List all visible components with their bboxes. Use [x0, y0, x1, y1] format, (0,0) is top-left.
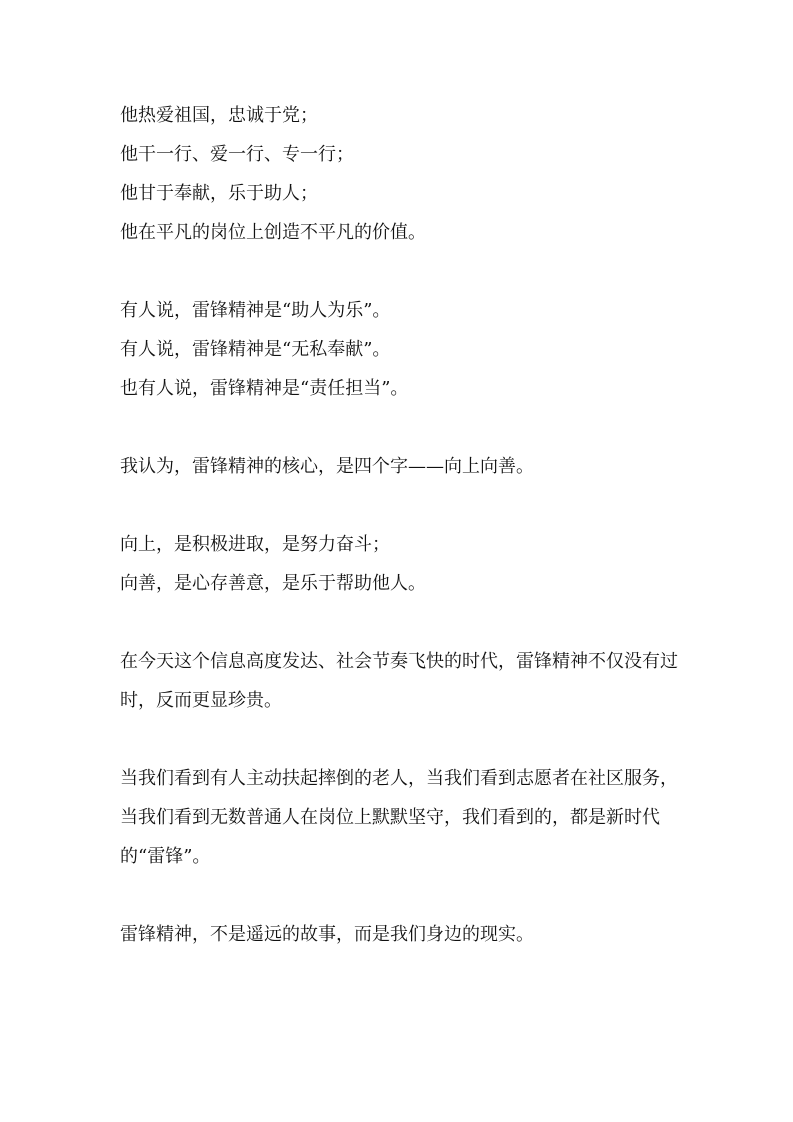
text-line: 他干一行、爱一行、专一行； [120, 144, 354, 165]
paragraph-modern-era [120, 642, 683, 720]
stanza-definitions [120, 291, 683, 408]
stanza-upward-kindness [120, 525, 683, 603]
stanza-core [120, 447, 683, 486]
text-line: 向上，是积极进取，是努力奋斗； [120, 534, 390, 555]
text-line: 向善，是心存善意，是乐于帮助他人。 [120, 573, 426, 594]
text-line: 有人说，雷锋精神是“助人为乐”。 [120, 300, 391, 321]
paragraph-examples [120, 759, 683, 876]
paragraph: 在今天这个信息高度发达、社会节奏飞快的时代，雷锋精神不仅没有过时，反而更显珍贵。 [120, 651, 678, 711]
text-line: 也有人说，雷锋精神是“责任担当”。 [120, 378, 409, 399]
text-line: 他甘于奉献，乐于助人； [120, 183, 318, 204]
paragraph: 当我们看到有人主动扶起摔倒的老人，当我们看到志愿者在社区服务，当我们看到无数普通人在岗位上默默坚守，我们看到的，都是新时代的“雷锋”。 [120, 768, 678, 867]
text-line: 有人说，雷锋精神是“无私奉献”。 [120, 339, 391, 360]
paragraph: 雷锋精神，不是遥远的故事，而是我们身边的现实。 [120, 924, 534, 945]
text-line: 我认为，雷锋精神的核心，是四个字——向上向善。 [120, 456, 534, 477]
text-line: 他热爱祖国，忠诚于党； [120, 105, 318, 126]
paragraph-conclusion [120, 915, 683, 954]
text-line: 他在平凡的岗位上创造不平凡的价值。 [120, 222, 426, 243]
stanza-qualities [120, 96, 683, 252]
